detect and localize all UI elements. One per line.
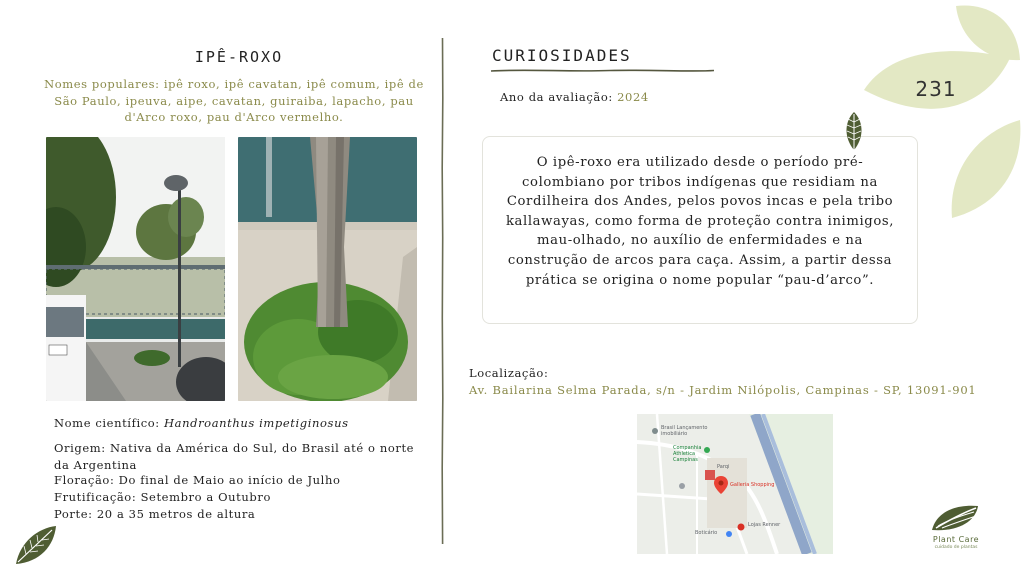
scientific-name-row <box>54 416 349 430</box>
location-address: Av. Bailarina Selma Parada, s/n - Jardim Nilópolis, Campinas - SP, 13091-901 <box>469 383 977 397</box>
map-label-2: Companhia Athletica Campinas <box>673 445 702 463</box>
fruiting-text: Frutificação: Setembro a Outubro <box>54 490 271 504</box>
map-pin-icon <box>714 476 728 494</box>
size-text: Porte: 20 a 35 metros de altura <box>54 507 256 521</box>
brand-name: Plant Care <box>932 535 980 544</box>
location-label: Localização: <box>469 366 549 380</box>
photo-street <box>46 137 225 401</box>
photo-street-image <box>46 137 225 401</box>
popular-names: Nomes populares: ipê roxo, ipê cavatan, ipê comum, ipê de São Paulo, ipeuva, aipe, cavatan, guiraiba, lapacho, pau d'Arco roxo, pau d'Arco vermelho. <box>44 77 424 124</box>
heading-underline <box>490 68 716 74</box>
plant-title: IPÊ-ROXO <box>194 48 284 66</box>
evaluation-year <box>500 90 649 104</box>
map-label-6: Boticário <box>695 530 718 536</box>
page-number: 231 <box>915 77 957 101</box>
curiosities-heading: CURIOSIDADES <box>492 46 632 65</box>
brand-tagline: cuidado de plantas <box>934 545 978 550</box>
scientific-label: Nome científico: <box>54 416 165 430</box>
map-label-3: Parqi <box>717 464 730 470</box>
map-label-4: Galleria Shopping <box>730 482 775 488</box>
curiosity-text: O ipê-roxo era utilizado desde o período pré-colombiano por tribos indígenas que residiam na Cordilheira dos Andes, pelos povos incas e pela tribo kallawayas, como forma de proteção contra inimigos, mau-olhado, no auxílio de enfermidades e na construção de arcos para caça. Assim, a partir dessa prática se origina o nome popular “pau-d’arco”. <box>505 155 895 288</box>
column-divider <box>441 38 444 544</box>
scientific-name: Handroanthus impetiginosus <box>164 416 349 430</box>
origin-text: Origem: Nativa da América do Sul, do Brasil até o norte da Argentina <box>54 441 415 472</box>
plant-care-logo-icon <box>930 502 982 534</box>
curiosity-card <box>482 136 918 324</box>
decorative-leaves <box>860 0 1024 225</box>
map-label-1: Brasil Lançamento imobiliário <box>661 425 708 437</box>
map-label-5: Lojas Renner <box>748 522 781 528</box>
year-value: 2024 <box>617 90 649 104</box>
photo-tree-trunk <box>238 137 417 401</box>
leaf-icon <box>12 524 60 568</box>
year-label: Ano da avaliação: <box>500 90 618 104</box>
flowering-text: Floração: Do final de Maio ao início de Julho <box>54 473 341 487</box>
photo-trunk-image <box>238 137 417 401</box>
location-map[interactable] <box>637 414 833 554</box>
